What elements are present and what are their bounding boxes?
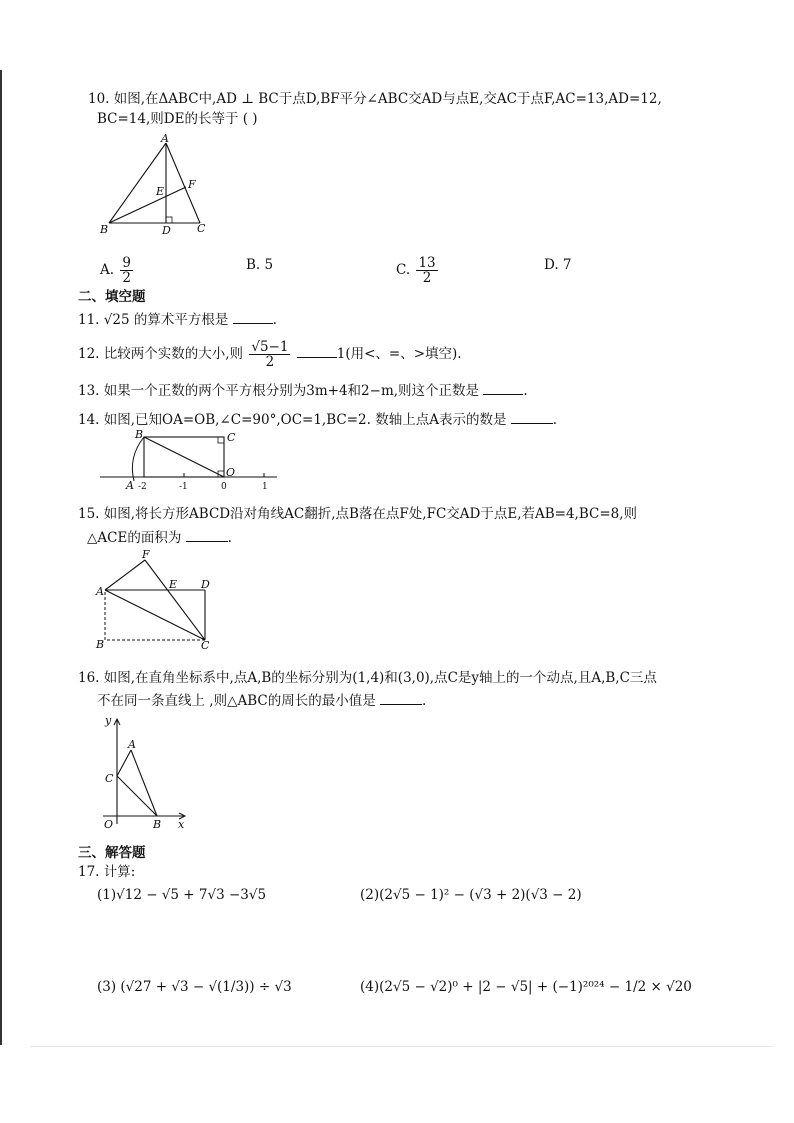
page-left-border: [0, 70, 2, 1045]
q11-text: 11. √25 的算术平方根是 .: [78, 309, 277, 329]
q12-text: 12. 比较两个实数的大小,则 $\frac{√5-1}{2}$ 1(用<、=、>填空).: [78, 339, 462, 370]
q10-option-a: A. $\frac{9}{2}$: [100, 255, 131, 286]
q16-line1: 16. 如图,在直角坐标系中,点A,B的坐标分别为(1,4)和(3,0),点C是y轴上的一个动点,且A,B,C三点: [78, 670, 657, 686]
q15-line1: 15. 如图,将长方形ABCD沿对角线AC翻折,点B落在点F处,FC交AD于点E,若AB=4,BC=8,则: [78, 506, 638, 522]
q16-label-o: O: [104, 818, 114, 831]
q14-tick-neg1: -1: [179, 482, 188, 492]
q14-number-line-figure: [95, 425, 285, 497]
q14-text: 14. 如图,已知OA=OB,∠C=90°,OC=1,BC=2. 数轴上点A表示的数是 .: [78, 409, 557, 429]
q13-text: 13. 如果一个正数的两个平方根分别为3m+4和2−m,则这个正数是 .: [78, 380, 528, 400]
q15-label-e: E: [169, 578, 178, 591]
q15-label-f: F: [142, 548, 150, 561]
q14-label-b: B: [135, 428, 144, 441]
q17-part1: (1)√12 − √5 + 7√3 −3√5: [97, 887, 267, 903]
q10-option-b: B. 5: [246, 257, 274, 273]
q17-part3: (3) (√27 + √3 − √(1/3)) ÷ √3: [97, 979, 292, 995]
page-bottom-rule: [30, 1046, 774, 1047]
q15-answer-blank: [186, 527, 228, 542]
q10-label-c: C: [197, 222, 206, 235]
q10-line1: 10. 如图,在ΔABC中,AD ⊥ BC于点D,BF平分∠ABC交AD与点E,交AC于点F,AC=13,AD=12,: [88, 91, 662, 107]
q17-part4: (4)(2√5 − √2)⁰ + |2 − √5| + (−1)²⁰²⁴ − 1/2 × √20: [360, 979, 692, 995]
q16-answer-blank: [380, 690, 422, 705]
q10-label-d: D: [162, 224, 171, 237]
q16-label-b: B: [153, 818, 162, 831]
q16-coordinate-figure: [95, 710, 195, 835]
q14-tick-0: 0: [221, 482, 227, 492]
q14-label-c: C: [227, 431, 236, 444]
q11-answer-blank: [233, 309, 273, 324]
q10-option-d: D. 7: [544, 257, 572, 273]
q16-label-y: y: [105, 714, 112, 727]
q15-line2: △ACE的面积为 .: [87, 527, 232, 547]
q17-title: 17. 计算:: [78, 864, 136, 880]
q15-label-d: D: [201, 578, 210, 591]
q16-label-a: A: [128, 738, 136, 751]
q10-triangle-figure: [95, 132, 220, 242]
q10-label-f: F: [188, 178, 196, 191]
q10-label-e: E: [156, 185, 165, 198]
q12-answer-blank: [297, 343, 337, 358]
q15-folded-rectangle-figure: [95, 545, 220, 650]
q14-tick-neg2: -2: [138, 482, 147, 492]
q17-part2: (2)(2√5 − 1)² − (√3 + 2)(√3 − 2): [360, 887, 582, 903]
section-solve-heading: 三、解答题: [78, 845, 146, 861]
q10-line2: BC=14,则DE的长等于 ( ): [97, 111, 258, 127]
q16-line2: 不在同一条直线上 ,则△ABC的周长的最小值是 .: [97, 690, 426, 710]
q15-label-c: C: [201, 639, 210, 650]
q16-label-c: C: [105, 772, 114, 785]
q10-label-b: B: [100, 223, 109, 236]
q16-label-x: x: [178, 818, 185, 831]
q15-label-a: A: [96, 585, 104, 598]
q13-answer-blank: [483, 380, 523, 395]
section-fill-in-heading: 二、填空题: [78, 289, 146, 305]
q14-tick-1: 1: [262, 482, 268, 492]
q14-label-o: O: [226, 466, 236, 479]
q14-answer-blank: [511, 409, 553, 424]
q10-option-c: C. $\frac{13}{2}$: [396, 255, 436, 286]
q15-label-b: B: [96, 638, 105, 650]
q10-label-a: A: [161, 132, 169, 145]
q14-label-a: A: [126, 479, 134, 492]
